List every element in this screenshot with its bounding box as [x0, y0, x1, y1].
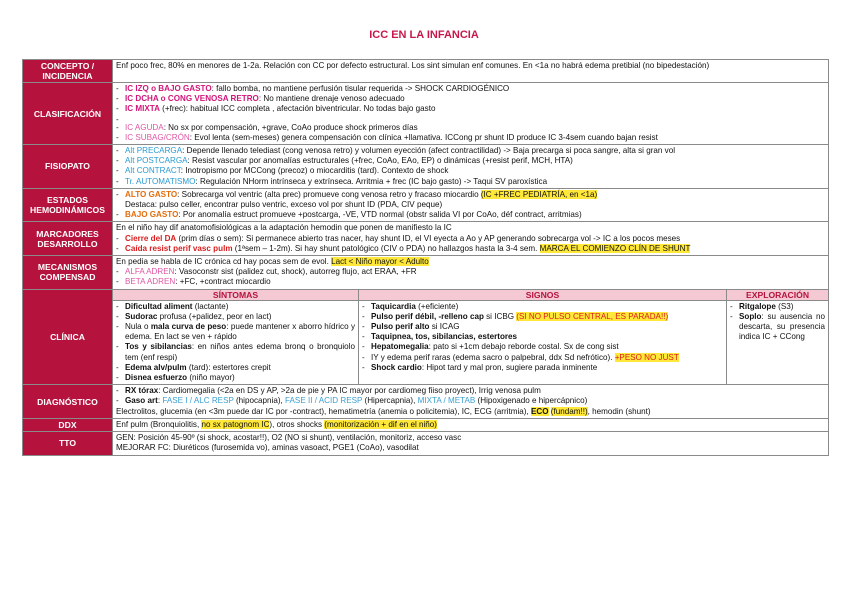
exploracion-cell	[727, 300, 829, 385]
row-estados	[23, 188, 829, 222]
list-item: - IC DCHA o CONG VENOSA RETRO: No mantiene drenaje venoso adecuado	[116, 94, 825, 104]
list-item: - Sudorac profusa (+palidez, peor en lact)	[116, 312, 355, 322]
mecanismos-cell	[113, 256, 829, 290]
estados-cell	[113, 188, 829, 222]
list-item: - ALFA ADREN: Vasoconstr sist (palidez cut, shock), autorreg flujo, act ERAA, +FR	[116, 267, 825, 277]
page-title: ICC EN LA INFANCIA	[369, 29, 479, 41]
tto-line-gen: GEN: Posición 45-90º (si shock, acostar!!), O2 (NO si shunt), ventilación, monitoriz, acceso vasc	[116, 433, 462, 443]
list-item: - Soplo: su ausencia no descarta, su presencia indica IC + CCong	[730, 312, 825, 343]
row-ddx	[23, 418, 829, 431]
row-concepto	[23, 60, 829, 83]
col-header-sintomas: SÍNTOMAS	[113, 289, 359, 300]
row-label-concepto: CONCEPTO / INCIDENCIA	[23, 60, 113, 83]
list-item: - Pulso perif débil, -relleno cap si ICBG (SI NO PULSO CENTRAL, ES PARADA!!)	[362, 312, 723, 322]
list-item: - Nula o mala curva de peso: puede mantener x aborro hídrico y edema. En lact se ven + rápido	[116, 322, 355, 342]
concepto-text: Enf poco frec, 80% en menores de 1-2a. Relación con CC por defecto estructural. Los sint simulan enf comunes. En <1a no habrá edema pretibial (no bipedestación)	[113, 60, 829, 83]
list-item: - Alt POSTCARGA: Resist vascular por anomalías estructurales (+frec, CoAo, EAo, EP) o dinámicas (+resist perif, MCH, HTA)	[116, 156, 825, 166]
spacer	[116, 115, 825, 123]
list-item: - Pulso perif alto si ICAG	[362, 322, 723, 332]
list-item: - Ritgalope (S3)	[730, 302, 825, 312]
list-item: - Disnea esfuerzo (niño mayor)	[116, 373, 355, 383]
row-label-fisiopato: FISIOPATO	[23, 145, 113, 189]
list-item: - BAJO GASTO: Por anomalía estruct promueve +postcarga, -VE, VTD normal (obstr salida VI por CoAo, déf contract, arritmias)	[116, 210, 825, 220]
tto-cell	[113, 432, 829, 455]
row-label-clinica: CLÍNICA	[23, 289, 113, 385]
diagnostico-extra: Electrolitos, glucemia (en <3m puede dar IC por -contract), hematimetría (anemia o policitemia), IC, ECG (arritmia), ECO (fundam!!), hemodin (shunt)	[116, 406, 651, 416]
row-label-marcadores: MARCADORES DESARROLLO	[23, 222, 113, 256]
sintomas-cell	[113, 300, 359, 385]
row-label-tto: TTO	[23, 432, 113, 455]
row-clasificacion	[23, 83, 829, 145]
diagnostico-cell	[113, 385, 829, 419]
list-item: - BETA ADREN: +FC, +contract miocardio	[116, 277, 825, 287]
list-item: - Hepatomegalia: pato si +1cm debajo reborde costal. Sx de cong sist	[362, 342, 723, 352]
tto-line-fc: MEJORAR FC: Diuréticos (furosemida vo), aminas vasoact, PGE1 (CoAo), vasodilat	[116, 443, 419, 453]
row-diagnostico	[23, 385, 829, 419]
list-item: - Alt CONTRACT: Inotropismo por MCCong (precoz) o miocarditis (tard). Contexto de shock	[116, 166, 825, 176]
row-label-clasificacion: CLASIFICACIÓN	[23, 83, 113, 145]
row-clinica-header	[23, 289, 829, 300]
row-marcadores	[23, 222, 829, 256]
ddx-cell: Enf pulm (Bronquiolitis, no sx patognom IC), otros shocks (monitorización + dif en el niño)	[113, 418, 829, 431]
list-item: - Tos y sibilancias: en niños antes edema bronq o bronquiolo tem (enf respi)	[116, 342, 355, 362]
marcadores-intro: En el niño hay dif anatomofisiológicas a la adaptación hemodin que ponen de manifiesto la IC	[116, 223, 452, 233]
row-clinica	[23, 300, 829, 385]
list-item: - Alt PRECARGA: Depende llenado telediast (cong venosa retro) y volumen eyección (afect contractilidad) -> Baja precarga si poca sangre, alta si gran vol	[116, 146, 825, 156]
list-item: - Caída resist perif vasc pulm (1ªsem – 1-2m). Si hay shunt patológico (CIV o PDA) no hallazgos hasta la 3-4 sem. MARCA EL COMIENZO CLÍN DE SHUNT	[116, 244, 825, 254]
list-item: - IY y edema perif raras (edema sacro o palpebral, ddx Sd nefrótico). +PESO NO JUST	[362, 353, 723, 363]
list-item: - IC SUBAG/CRÓN: Evol lenta (sem-meses) genera compensación con clínica +llamativa. ICCong pr shunt ID produce IC 3-4sem cuando bajan resist	[116, 133, 825, 143]
list-item: - RX tórax: Cardiomegalia (<2a en DS y AP, >2a de pie y PA IC mayor por cardiomeg fiiso proyect), Irrig venosa pulm	[116, 386, 825, 396]
list-item: - Dificultad aliment (lactante)	[116, 302, 355, 312]
row-label-ddx: DDX	[23, 418, 113, 431]
clasificacion-cell	[113, 83, 829, 145]
list-item: - IC MIXTA (+frec): habitual ICC completa , afectación biventricular. No todas bajo gasto	[116, 104, 825, 114]
summary-table	[22, 59, 829, 456]
row-mecanismos	[23, 256, 829, 290]
row-label-diagnostico: DIAGNÓSTICO	[23, 385, 113, 419]
list-item: - IC IZQ o BAJO GASTO: fallo bomba, no mantiene perfusión tisular requerida -> SHOCK CARDIOGÉNICO	[116, 84, 825, 94]
marcadores-cell	[113, 222, 829, 256]
list-item: - ALTO GASTO: Sobrecarga vol ventric (alta prec) promueve cong venosa retro y fracaso miocardio (IC +FREC PEDIATRÍA, en <1a) Destaca: pulso celler, encontrar pulso ventric, exceso vol por shunt ID (PDA, CIV peque)	[116, 190, 825, 210]
row-tto	[23, 432, 829, 455]
list-item: - Shock cardio: Hipot tard y mal pron, sugiere parada inminente	[362, 363, 723, 373]
fisiopato-cell	[113, 145, 829, 189]
row-label-estados: ESTADOS HEMODINÁMICOS	[23, 188, 113, 222]
list-item: - Taquipnea, tos, sibilancias, estertores	[362, 332, 723, 342]
col-header-exploracion: EXPLORACIÓN	[727, 289, 829, 300]
list-item: - Edema alv/pulm (tard): estertores crepit	[116, 363, 355, 373]
list-item: - IC AGUDA: No sx por compensación, +grave, CoAo produce shock primeros días	[116, 123, 825, 133]
list-item: - Gaso art: FASE I / ALC RESP (hipocapnia), FASE II / ACID RESP (Hipercapnia), MIXTA / METAB (Hipoxigenado e hipercápnico)	[116, 396, 825, 406]
col-header-signos: SIGNOS	[359, 289, 727, 300]
list-item: - Tr. AUTOMATISMO: Regulación NHorm intrínseca y extrínseca. Arritmia + frec (IC bajo gasto) -> Taqui SV paroxística	[116, 177, 825, 187]
row-label-mecanismos: MECANISMOS COMPENSAD	[23, 256, 113, 290]
list-item: - Taquicardia (+eficiente)	[362, 302, 723, 312]
list-item: - Cierre del DA (prim días o sem): Si permanece abierto tras nacer, hay shunt ID, el VI eyecta a Ao y AP generando sobrecarga vol -> IC a los pocos meses	[116, 234, 825, 244]
row-fisiopato	[23, 145, 829, 189]
signos-cell	[359, 300, 727, 385]
mecanismos-intro: En pedia se habla de IC crónica cd hay pocas sem de evol. Lact < Niño mayor < Adulto	[116, 257, 429, 267]
